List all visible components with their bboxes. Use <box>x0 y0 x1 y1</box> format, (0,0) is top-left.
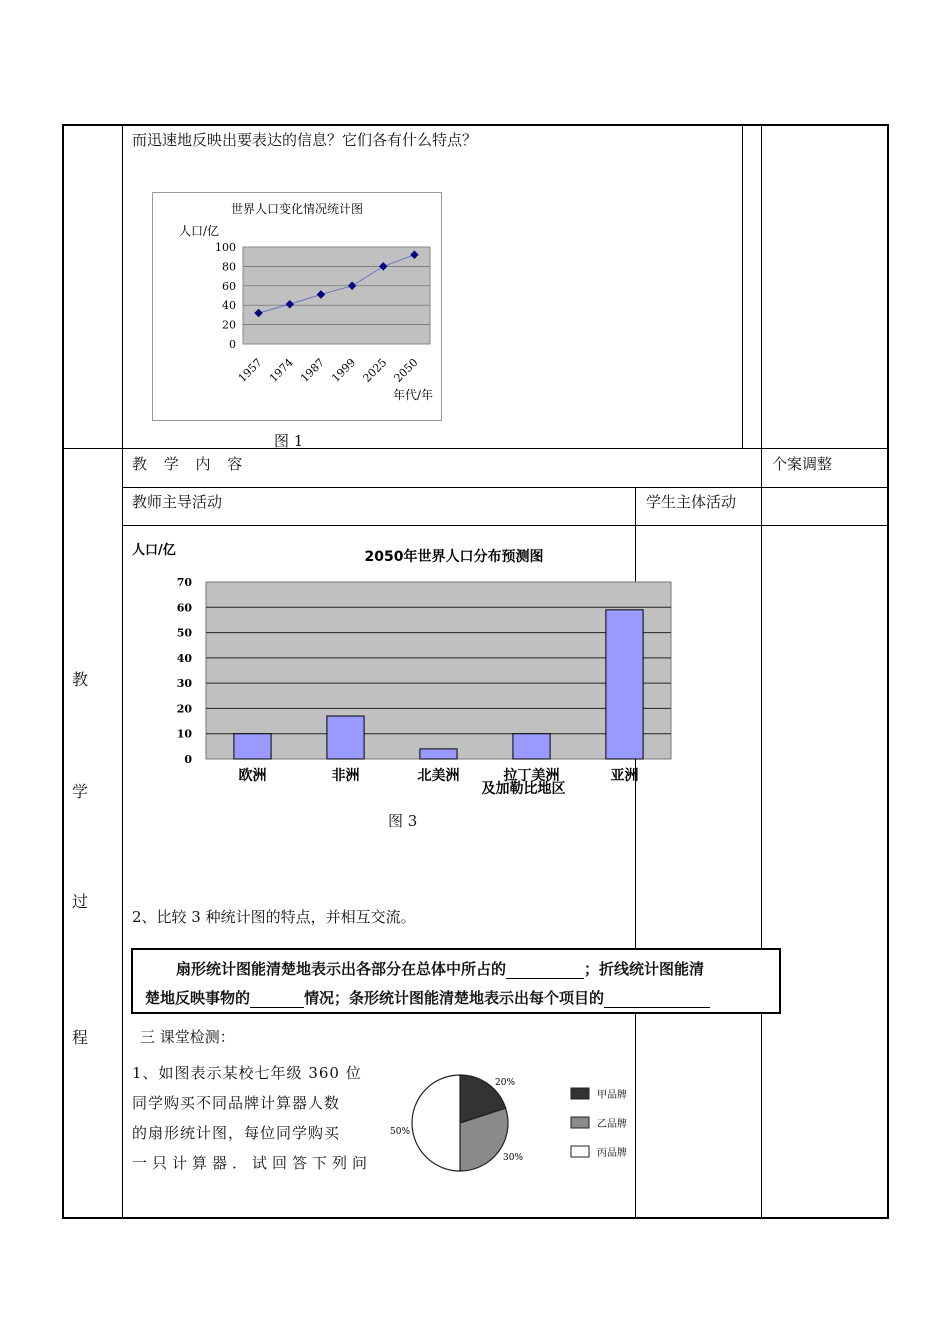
fig1-xtick: 1957 <box>235 355 265 385</box>
pie-legend-swatch <box>571 1088 589 1099</box>
fig3-xtick: 亚洲 <box>610 768 639 784</box>
fig3-ytick: 10 <box>176 727 192 741</box>
fig1-caption: 图 1 <box>274 432 304 450</box>
summary-line2-a: 楚地反映事物的 <box>145 989 251 1007</box>
question-1 <box>132 1058 372 1178</box>
header-adjust: 个案调整 <box>772 455 833 473</box>
fig1-chart <box>152 192 442 421</box>
fig3-bar <box>513 734 550 759</box>
pie-legend-label: 乙品牌 <box>597 1119 627 1130</box>
fig1-ytick: 80 <box>222 260 236 274</box>
fig3-xtick: 拉丁美洲 <box>503 768 560 784</box>
header-teacher: 教师主导活动 <box>132 493 223 511</box>
pie-slice <box>412 1075 460 1171</box>
side-label-2: 学 <box>72 782 89 801</box>
header-student: 学生主体活动 <box>646 493 737 511</box>
fig3-bar <box>420 749 457 759</box>
fig3-xtick-line2: 及加勒比地区 <box>481 781 566 797</box>
fig1-ytick: 60 <box>222 279 236 293</box>
pie-label-20: 20% <box>495 1078 516 1088</box>
fig1-ytick: 0 <box>229 338 236 351</box>
fig3-xtick: 非洲 <box>331 768 360 784</box>
fig3-ylabel: 人口/亿 <box>132 543 176 558</box>
question-1-line-1: 1、如图表示某校七年级 360 位 <box>132 1064 362 1082</box>
blank-2[interactable] <box>250 989 304 1008</box>
fig3-ytick: 30 <box>176 677 192 691</box>
fig1-xtick: 2025 <box>360 355 390 385</box>
pie-legend-swatch <box>571 1146 589 1157</box>
fig1-ylabel: 人口/亿 <box>179 224 220 238</box>
summary-line-2 <box>145 987 710 1008</box>
fig3-chart <box>122 536 639 797</box>
fig3-caption: 图 3 <box>388 812 418 830</box>
pie-svg <box>383 1066 635 1180</box>
fig3-ytick: 0 <box>184 753 192 766</box>
blank-1[interactable] <box>506 960 584 979</box>
fig1-xtick: 1999 <box>329 355 359 385</box>
pie-chart <box>383 1066 635 1180</box>
fig1-ytick: 40 <box>222 299 236 313</box>
side-label-3: 过 <box>72 892 89 911</box>
fig3-xtick: 北美洲 <box>417 768 460 784</box>
question-1-line-2: 同学购买不同品牌计算器人数 <box>132 1094 341 1112</box>
summary-line1-b: ；折线统计图能清 <box>584 960 705 978</box>
question-1-line-3: 的扇形统计图，每位同学购买 <box>132 1124 341 1142</box>
fig1-ytick: 100 <box>215 241 236 254</box>
pie-legend-label: 丙品牌 <box>597 1148 627 1159</box>
side-label-4: 程 <box>72 1028 89 1047</box>
pie-label-50: 50% <box>390 1127 411 1137</box>
pie-legend-label: 甲品牌 <box>597 1090 627 1101</box>
blank-3[interactable] <box>604 989 710 1008</box>
summary-line2-b: 情况；条形统计图能清楚地表示出每个项目的 <box>304 989 605 1007</box>
fig1-title: 世界人口变化情况统计图 <box>230 202 364 216</box>
fig1-xtick: 1974 <box>266 355 296 385</box>
fig3-title: 2050年世界人口分布预测图 <box>364 549 544 565</box>
side-label-1: 教 <box>72 670 89 689</box>
fig3-ytick: 40 <box>176 651 192 665</box>
fig1-plot-area <box>243 247 430 344</box>
fig1-svg <box>153 193 441 420</box>
pie-legend-swatch <box>571 1117 589 1128</box>
pie-label-30: 30% <box>503 1153 524 1163</box>
question-1-line-4: 一只计算器．试回答下列问 <box>132 1154 373 1172</box>
fig3-bar <box>606 610 643 759</box>
summary-line-1 <box>176 958 704 979</box>
fig3-plot-area <box>206 582 671 759</box>
fig1-xlabel: 年代/年 <box>393 388 434 402</box>
fig3-ytick: 20 <box>176 702 192 716</box>
fig3-ytick: 60 <box>176 601 192 615</box>
fig3-ytick: 70 <box>176 576 192 589</box>
fig3-bar <box>234 734 271 759</box>
fig1-xtick: 2050 <box>391 355 421 385</box>
fig3-ytick: 50 <box>176 626 192 640</box>
section-3-title: 三 课堂检测： <box>140 1028 235 1046</box>
summary-line1-a: 扇形统计图能清楚地表示出各部分在总体中所占的 <box>176 960 507 978</box>
fig1-xtick: 1987 <box>298 355 328 385</box>
compare-text: 2、比较 3 种统计图的特点，并相互交流。 <box>132 908 416 926</box>
fig3-svg <box>122 536 639 797</box>
header-content: 教 学 内 容 <box>132 455 249 473</box>
fig3-xtick: 欧洲 <box>238 768 267 784</box>
fig1-ytick: 20 <box>222 318 236 332</box>
fig3-bar <box>327 716 364 759</box>
question-line: 而迅速地反映出要表达的信息？它们各有什么特点？ <box>132 131 478 149</box>
summary-box <box>131 948 781 1014</box>
